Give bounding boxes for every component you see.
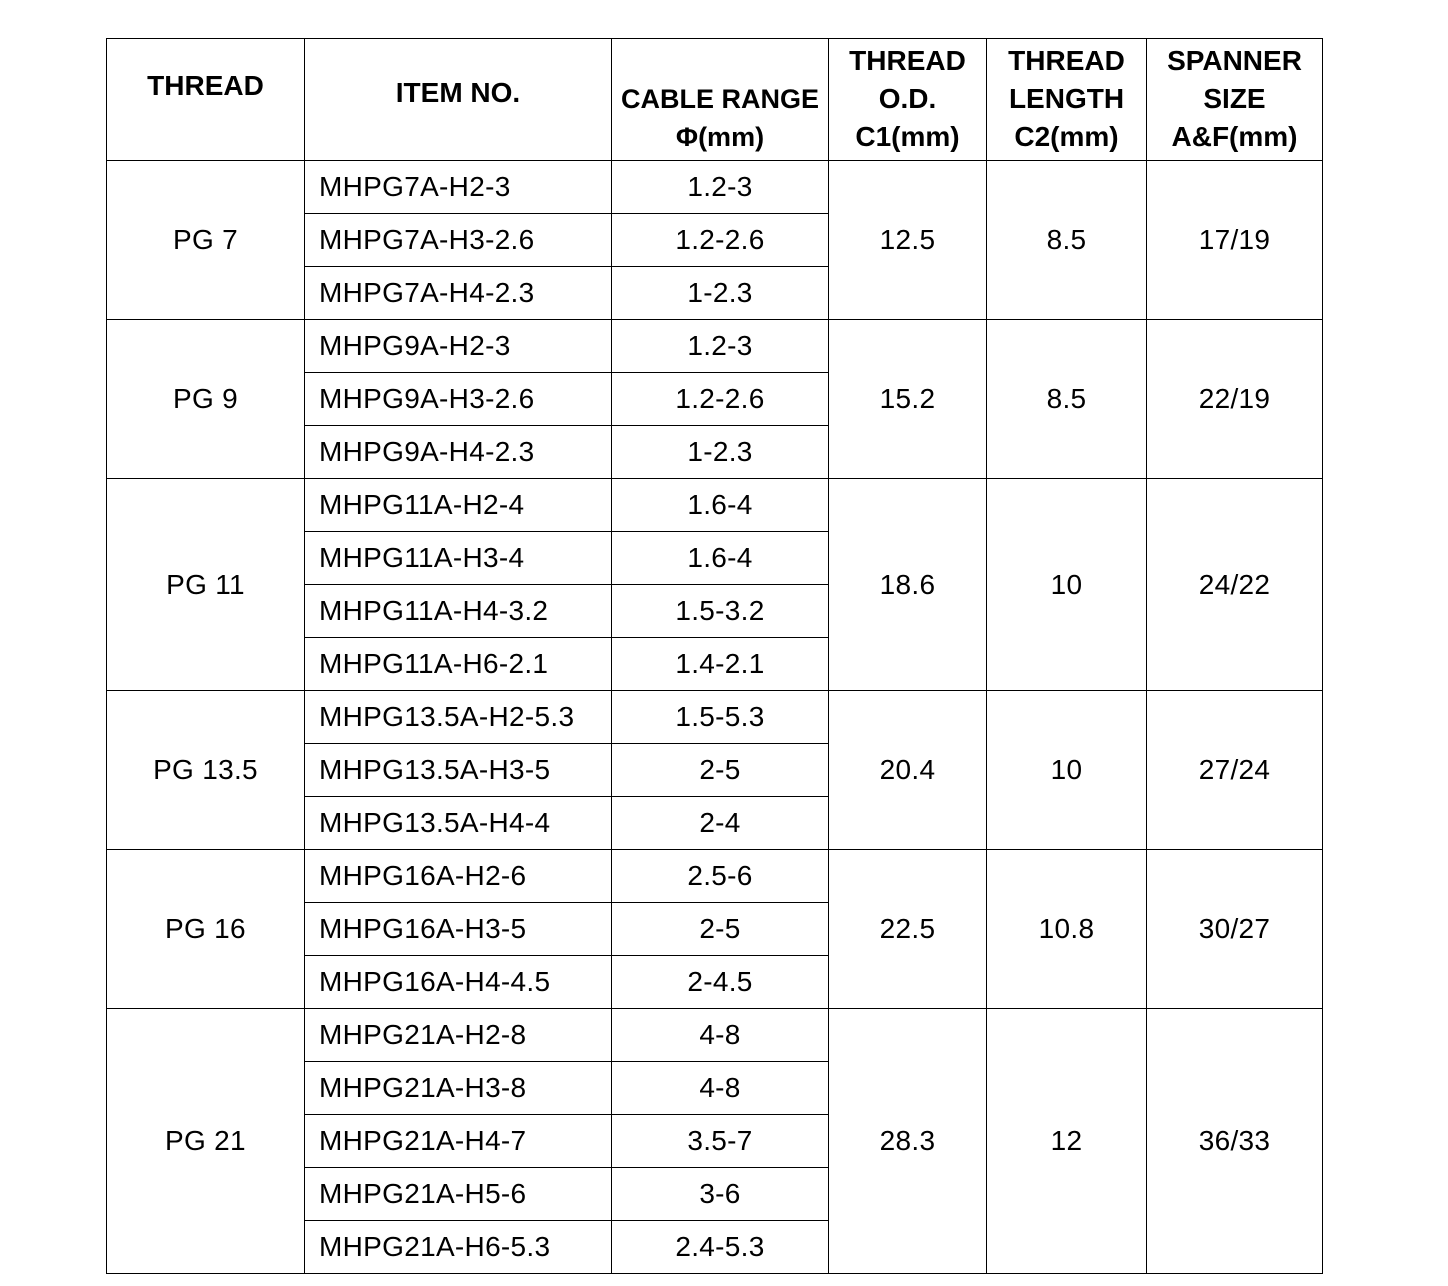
item-no-cell: MHPG11A-H6-2.1: [305, 638, 612, 691]
header-cable-range-line: CABLE RANGE: [620, 84, 819, 114]
thread-length-cell: 8.5: [987, 320, 1147, 479]
item-no-cell: MHPG13.5A-H3-5: [305, 744, 612, 797]
table-row: [107, 320, 1323, 373]
header-cable-range-line: Φ(mm): [675, 122, 765, 152]
item-no-cell: MHPG9A-H4-2.3: [305, 426, 612, 479]
item-no-cell: MHPG16A-H4-4.5: [305, 956, 612, 1009]
header-row: [107, 39, 1323, 161]
thread-od-cell: 20.4: [829, 691, 987, 850]
thread-od-cell: 28.3: [829, 1009, 987, 1274]
header-thread-od-line: C1(mm): [855, 121, 960, 152]
thread-cell: PG 9: [107, 320, 305, 479]
cable-range-cell: 1.2-2.6: [612, 373, 829, 426]
cable-range-cell: 2-4: [612, 797, 829, 850]
cable-range-cell: 3-6: [612, 1168, 829, 1221]
item-no-cell: MHPG21A-H5-6: [305, 1168, 612, 1221]
item-no-cell: MHPG13.5A-H4-4: [305, 797, 612, 850]
item-no-cell: MHPG11A-H3-4: [305, 532, 612, 585]
header-thread-length-line: LENGTH: [1008, 83, 1125, 114]
header-spanner-size-line: SPANNER: [1167, 45, 1302, 76]
table-row: [107, 479, 1323, 532]
cable-range-cell: 3.5-7: [612, 1115, 829, 1168]
cable-range-cell: 1.5-3.2: [612, 585, 829, 638]
header-thread-length: [987, 39, 1147, 161]
thread-od-cell: 18.6: [829, 479, 987, 691]
header-thread-length-line: THREAD: [1008, 45, 1125, 76]
spanner-size-cell: 30/27: [1147, 850, 1323, 1009]
cable-range-cell: 1.4-2.1: [612, 638, 829, 691]
thread-length-cell: 8.5: [987, 161, 1147, 320]
item-no-cell: MHPG11A-H4-3.2: [305, 585, 612, 638]
cable-range-cell: 2.5-6: [612, 850, 829, 903]
thread-length-cell: 12: [987, 1009, 1147, 1274]
spanner-size-cell: 36/33: [1147, 1009, 1323, 1274]
header-thread-od-line: THREAD: [849, 45, 966, 76]
header-spanner-size-line: SIZE: [1203, 83, 1266, 114]
thread-od-cell: 22.5: [829, 850, 987, 1009]
cable-range-cell: 2-5: [612, 744, 829, 797]
header-thread-od: [829, 39, 987, 161]
item-no-cell: MHPG7A-H4-2.3: [305, 267, 612, 320]
cable-range-cell: 1.2-2.6: [612, 214, 829, 267]
cable-range-cell: 1-2.3: [612, 267, 829, 320]
thread-od-cell: 15.2: [829, 320, 987, 479]
cable-range-cell: 1.6-4: [612, 532, 829, 585]
thread-length-cell: 10.8: [987, 850, 1147, 1009]
header-spanner-size: [1147, 39, 1323, 161]
cable-gland-spec-table: [106, 38, 1323, 1274]
thread-length-cell: 10: [987, 479, 1147, 691]
thread-length-cell: 10: [987, 691, 1147, 850]
spanner-size-cell: 17/19: [1147, 161, 1323, 320]
table-row: [107, 161, 1323, 214]
cable-range-cell: 4-8: [612, 1062, 829, 1115]
cable-range-cell: 2-4.5: [612, 956, 829, 1009]
item-no-cell: MHPG21A-H6-5.3: [305, 1221, 612, 1274]
header-thread: THREAD: [107, 39, 305, 161]
item-no-cell: MHPG11A-H2-4: [305, 479, 612, 532]
item-no-cell: MHPG13.5A-H2-5.3: [305, 691, 612, 744]
item-no-cell: MHPG7A-H3-2.6: [305, 214, 612, 267]
item-no-cell: MHPG16A-H3-5: [305, 903, 612, 956]
table-row: [107, 691, 1323, 744]
table-row: [107, 1009, 1323, 1062]
cable-range-cell: 2-5: [612, 903, 829, 956]
cable-range-cell: 2.4-5.3: [612, 1221, 829, 1274]
cable-range-cell: 1.5-5.3: [612, 691, 829, 744]
header-item-no: ITEM NO.: [305, 39, 612, 161]
header-spanner-size-line: A&F(mm): [1171, 121, 1298, 152]
item-no-cell: MHPG21A-H2-8: [305, 1009, 612, 1062]
thread-cell: PG 21: [107, 1009, 305, 1274]
header-thread-od-line: O.D.: [878, 83, 937, 114]
thread-cell: PG 13.5: [107, 691, 305, 850]
item-no-cell: MHPG16A-H2-6: [305, 850, 612, 903]
header-thread-length-line: C2(mm): [1014, 121, 1119, 152]
cable-range-cell: 1.2-3: [612, 161, 829, 214]
thread-cell: PG 7: [107, 161, 305, 320]
cable-range-cell: 1-2.3: [612, 426, 829, 479]
thread-od-cell: 12.5: [829, 161, 987, 320]
header-cable-range: [612, 39, 829, 161]
spanner-size-cell: 24/22: [1147, 479, 1323, 691]
item-no-cell: MHPG9A-H2-3: [305, 320, 612, 373]
cable-range-cell: 4-8: [612, 1009, 829, 1062]
item-no-cell: MHPG7A-H2-3: [305, 161, 612, 214]
cable-range-cell: 1.2-3: [612, 320, 829, 373]
table-row: [107, 850, 1323, 903]
item-no-cell: MHPG21A-H3-8: [305, 1062, 612, 1115]
thread-cell: PG 11: [107, 479, 305, 691]
spanner-size-cell: 22/19: [1147, 320, 1323, 479]
spanner-size-cell: 27/24: [1147, 691, 1323, 850]
cable-range-cell: 1.6-4: [612, 479, 829, 532]
item-no-cell: MHPG21A-H4-7: [305, 1115, 612, 1168]
thread-cell: PG 16: [107, 850, 305, 1009]
item-no-cell: MHPG9A-H3-2.6: [305, 373, 612, 426]
